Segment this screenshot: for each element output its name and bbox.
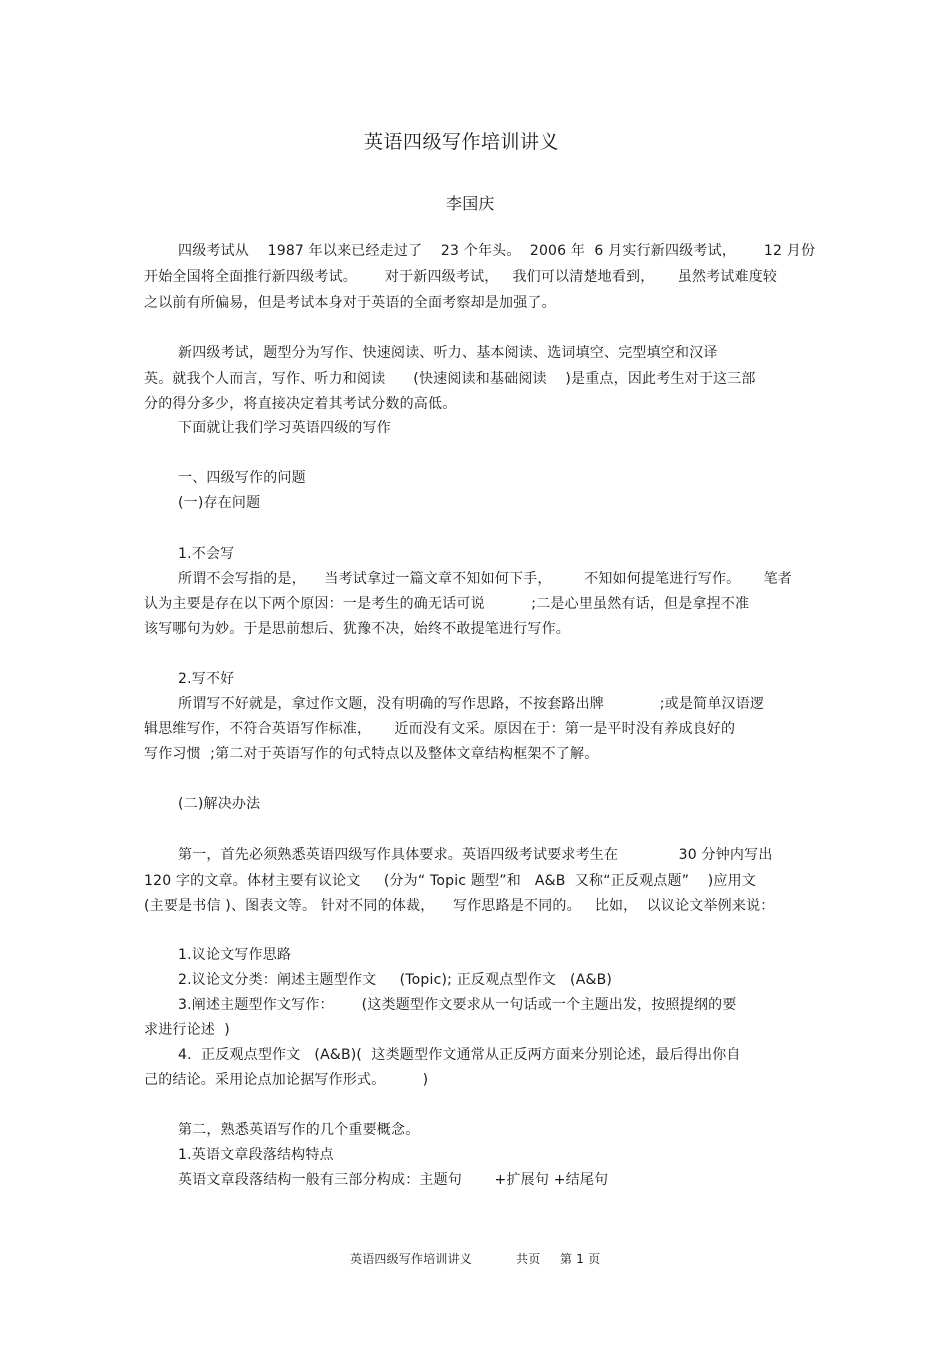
body-line: 写作习惯 ;第二对于英语写作的句式特点以及整体文章结构框架不了解。	[144, 746, 599, 762]
list-item: 4. 正反观点型作文 (A&B)( 这类题型作文通常从正反两方面来分别论述，最后得出你自	[178, 1047, 741, 1063]
section-heading: 一、四级写作的问题	[178, 470, 306, 486]
footer-page-number: 第 1 页	[560, 1252, 601, 1266]
footer-doc-title: 英语四级写作培训讲义	[350, 1252, 473, 1266]
body-line: 所谓不会写指的是， 当考试拿过一篇文章不知如何下手， 不知如何提笔进行写作。 笔者	[178, 571, 793, 587]
body-line: 第一，首先必须熟悉英语四级写作具体要求。英语四级考试要求考生在 30 分钟内写出	[178, 847, 773, 863]
body-line: 开始全国将全面推行新四级考试。 对于新四级考试， 我们可以清楚地看到， 虽然考试难度较	[144, 269, 778, 285]
list-item: 3.阐述主题型作文写作： (这类题型作文要求从一句话或一个主题出发，按照提纲的要	[178, 997, 737, 1013]
body-line: 第二，熟悉英语写作的几个重要概念。	[178, 1122, 420, 1138]
body-line: 英。就我个人而言，写作、听力和阅读 (快速阅读和基础阅读 )是重点，因此考生对于这三部	[144, 371, 756, 387]
item-heading: 1.不会写	[178, 546, 235, 562]
body-line: 该写哪句为妙。于是思前想后、犹豫不决，始终不敢提笔进行写作。	[144, 621, 570, 637]
body-line: 下面就让我们学习英语四级的写作	[178, 420, 391, 436]
body-line: 120 字的文章。体材主要有议论文 (分为“ Topic 题型”和 A&B 又称“正反观点题” )应用文	[144, 873, 757, 889]
body-line: 英语文章段落结构一般有三部分构成：主题句 +扩展句 +结尾句	[178, 1172, 609, 1188]
item-heading: 2.写不好	[178, 671, 235, 687]
subsection-heading: (一)存在问题	[178, 495, 261, 511]
body-line: 辑思维写作，不符合英语写作标准， 近而没有文采。原因在于：第一是平时没有养成良好的	[144, 721, 736, 737]
body-line: 新四级考试，题型分为写作、快速阅读、听力、基本阅读、选词填空、完型填空和汉译	[178, 345, 718, 361]
list-item: 2.议论文分类：阐述主题型作文 (Topic); 正反观点型作文 (A&B)	[178, 972, 613, 988]
list-item: 求进行论述 )	[144, 1022, 230, 1038]
body-line: 之以前有所偏易，但是考试本身对于英语的全面考察却是加强了。	[144, 295, 556, 311]
list-item: 1.议论文写作思路	[178, 947, 292, 963]
body-line: 分的得分多少，将直接决定着其考试分数的高低。	[144, 396, 457, 412]
document-title: 英语四级写作培训讲义	[364, 131, 560, 153]
body-line: 所谓写不好就是，拿过作文题，没有明确的写作思路，不按套路出牌 ;或是简单汉语逻	[178, 696, 765, 712]
item-heading: 1.英语文章段落结构特点	[178, 1147, 334, 1163]
subsection-heading: (二)解决办法	[178, 796, 261, 812]
footer-total-pages: 共页	[516, 1252, 541, 1266]
document-author: 李国庆	[446, 194, 495, 213]
body-line: 四级考试从 1987 年以来已经走过了 23 个年头。 2006 年 6 月实行新四级考试， 12 月份	[178, 243, 816, 259]
body-line: 认为主要是存在以下两个原因：一是考生的确无话可说 ;二是心里虽然有话，但是拿捏不准	[144, 596, 750, 612]
list-item: 己的结论。采用论点加论据写作形式。 )	[144, 1072, 429, 1088]
body-line: (主要是书信 )、图表文等。 针对不同的体裁， 写作思路是不同的。 比如， 以议论文举例来说：	[144, 898, 775, 914]
